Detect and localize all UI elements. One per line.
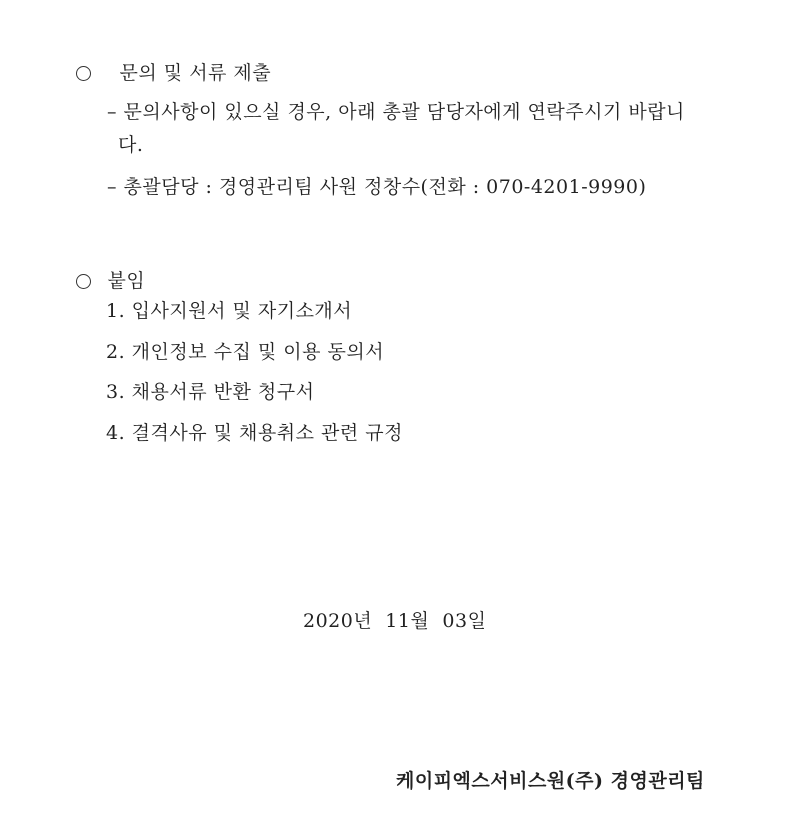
contact-section-title: 문의 및 서류 제출 [119, 62, 272, 84]
attachment-item: 4. 결격사유 및 채용취소 관련 규정 [106, 422, 403, 444]
document-date: 2020년 11월 03일 [303, 610, 487, 632]
attachment-item: 3. 채용서류 반환 청구서 [106, 381, 315, 403]
attachments-section-title: 붙임 [107, 270, 146, 292]
attachment-item: 1. 입사지원서 및 자기소개서 [106, 300, 353, 322]
contact-line-2: – 총괄담당 : 경영관리팀 사원 정창수(전화 : 070-4201-9990) [107, 176, 647, 198]
circle-bullet-icon [76, 66, 91, 81]
circle-bullet-icon [76, 274, 91, 289]
issuer-signature: 케이피엑스서비스원(주) 경영관리팀 [396, 770, 705, 792]
attachments-section-heading [76, 269, 145, 293]
attachment-item: 2. 개인정보 수집 및 이용 동의서 [106, 341, 385, 363]
contact-section-heading [76, 61, 271, 85]
contact-line-1: – 문의사항이 있으실 경우, 아래 총괄 담당자에게 연락주시기 바랍니 [107, 101, 685, 123]
contact-line-1-continued: 다. [118, 134, 144, 156]
